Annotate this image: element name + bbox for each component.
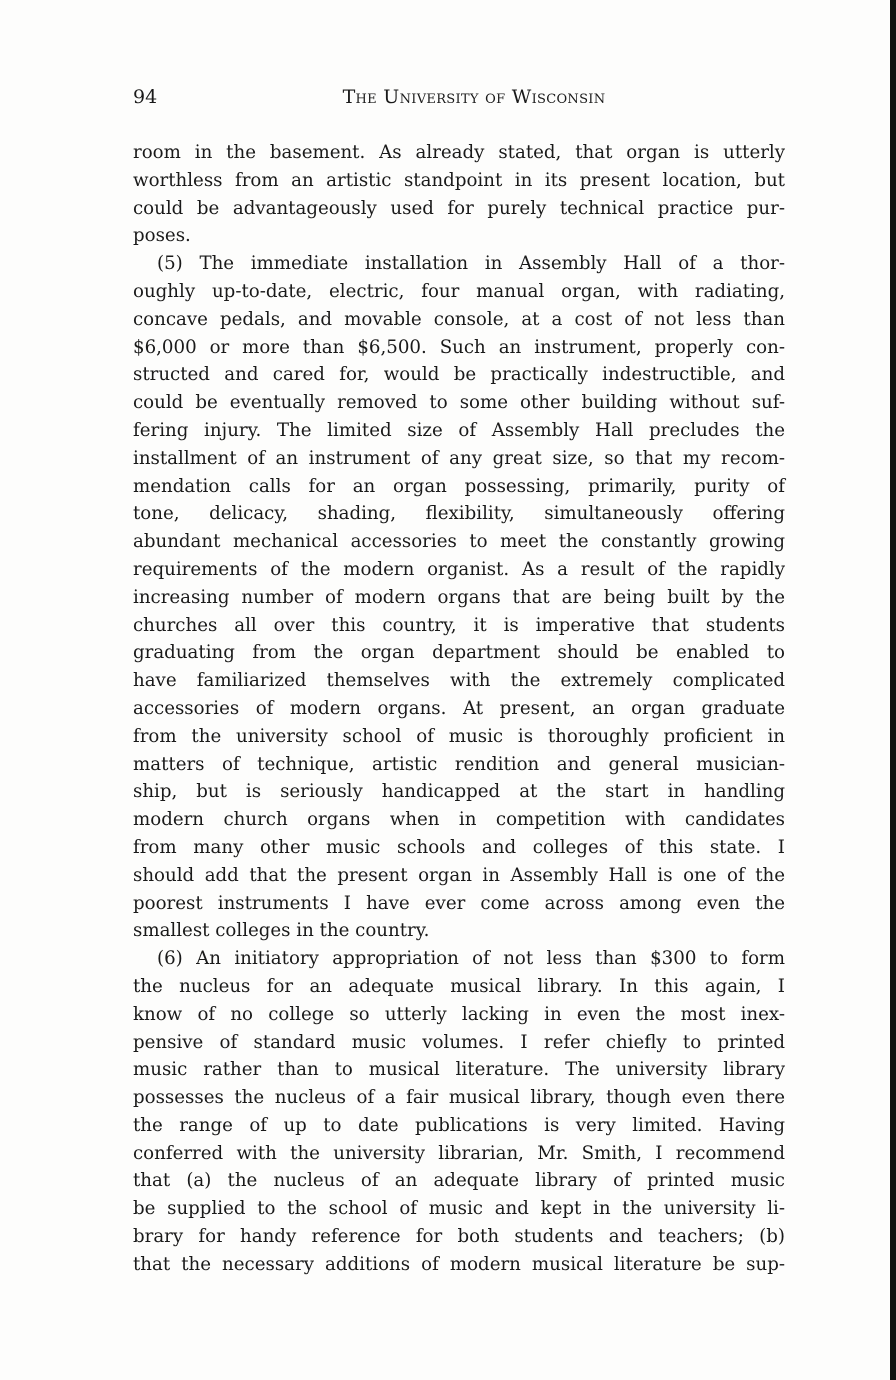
text-line: room in the basement. As already stated, that organ is utterly xyxy=(133,142,785,163)
text-line: from the university school of music is thoroughly proficient in xyxy=(133,725,785,747)
text-line: ship, but is seriously handicapped at the start in handling xyxy=(133,781,785,803)
scan-edge xyxy=(890,0,896,1380)
text-line: increasing number of modern organs that are being built by the xyxy=(133,586,785,608)
text-line: could be advantageously used for purely technical practice pur- xyxy=(133,197,785,219)
text-line: accessories of modern organs. At present, an organ graduate xyxy=(133,697,785,719)
text-line: churches all over this country, it is imperative that students xyxy=(133,614,785,636)
text-line: brary for handy reference for both students and teachers; (b) xyxy=(133,1226,785,1248)
body-text xyxy=(133,139,785,1279)
text-line: know of no college so utterly lacking in even the most inex- xyxy=(133,1003,785,1025)
text-line: poses. xyxy=(133,225,191,247)
text-line: that (a) the nucleus of an adequate library of printed music xyxy=(133,1170,785,1192)
text-line: concave pedals, and movable console, at a cost of not less than xyxy=(133,308,785,330)
text-line: the nucleus for an adequate musical library. In this again, I xyxy=(133,975,785,997)
text-line: structed and cared for, would be practically indestructible, and xyxy=(133,364,785,386)
text-line: modern church organs when in competition with candidates xyxy=(133,809,785,831)
text-line: installment of an instrument of any great size, so that my recom- xyxy=(133,447,785,469)
text-line: smallest colleges in the country. xyxy=(133,920,430,942)
text-line: abundant mechanical accessories to meet the constantly growing xyxy=(133,531,785,553)
page-number: 94 xyxy=(133,86,158,108)
text-line: fering injury. The limited size of Assembly Hall precludes the xyxy=(133,419,785,441)
text-line: the range of up to date publications is very limited. Having xyxy=(133,1114,785,1136)
text-line: tone, delicacy, shading, flexibility, simultaneously offering xyxy=(133,503,785,525)
text-line: possesses the nucleus of a fair musical library, though even there xyxy=(133,1087,785,1109)
text-line: conferred with the university librarian, Mr. Smith, I recommend xyxy=(133,1142,785,1164)
text-line: $6,000 or more than $6,500. Such an instrument, properly con- xyxy=(133,336,785,358)
text-line: music rather than to musical literature. The university library xyxy=(133,1059,785,1081)
text-line: from many other music schools and colleges of this state. I xyxy=(133,836,785,858)
text-line: should add that the present organ in Assembly Hall is one of the xyxy=(133,864,785,886)
text-line: matters of technique, artistic rendition and general musician- xyxy=(133,753,785,775)
text-line: poorest instruments I have ever come across among even the xyxy=(133,892,785,914)
text-line: mendation calls for an organ possessing, primarily, purity of xyxy=(133,475,785,497)
text-line: graduating from the organ department should be enabled to xyxy=(133,642,785,664)
text-line: (5) The immediate installation in Assembly Hall of a thor- xyxy=(157,253,785,275)
text-line: that the necessary additions of modern musical literature be sup- xyxy=(133,1253,785,1275)
running-head: The University of Wisconsin xyxy=(342,86,606,108)
text-line: pensive of standard music volumes. I refer chiefly to printed xyxy=(133,1031,785,1053)
text-line: worthless from an artistic standpoint in its present location, but xyxy=(133,169,785,191)
text-line: oughly up-to-date, electric, four manual organ, with radiating, xyxy=(133,280,785,302)
page-header xyxy=(133,86,785,112)
text-line: have familiarized themselves with the extremely complicated xyxy=(133,670,785,692)
text-line: be supplied to the school of music and kept in the university li- xyxy=(133,1198,785,1220)
text-line: could be eventually removed to some other building without suf- xyxy=(133,392,785,414)
text-line: requirements of the modern organist. As a result of the rapidly xyxy=(133,558,785,580)
text-line: (6) An initiatory appropriation of not less than $300 to form xyxy=(157,948,785,970)
